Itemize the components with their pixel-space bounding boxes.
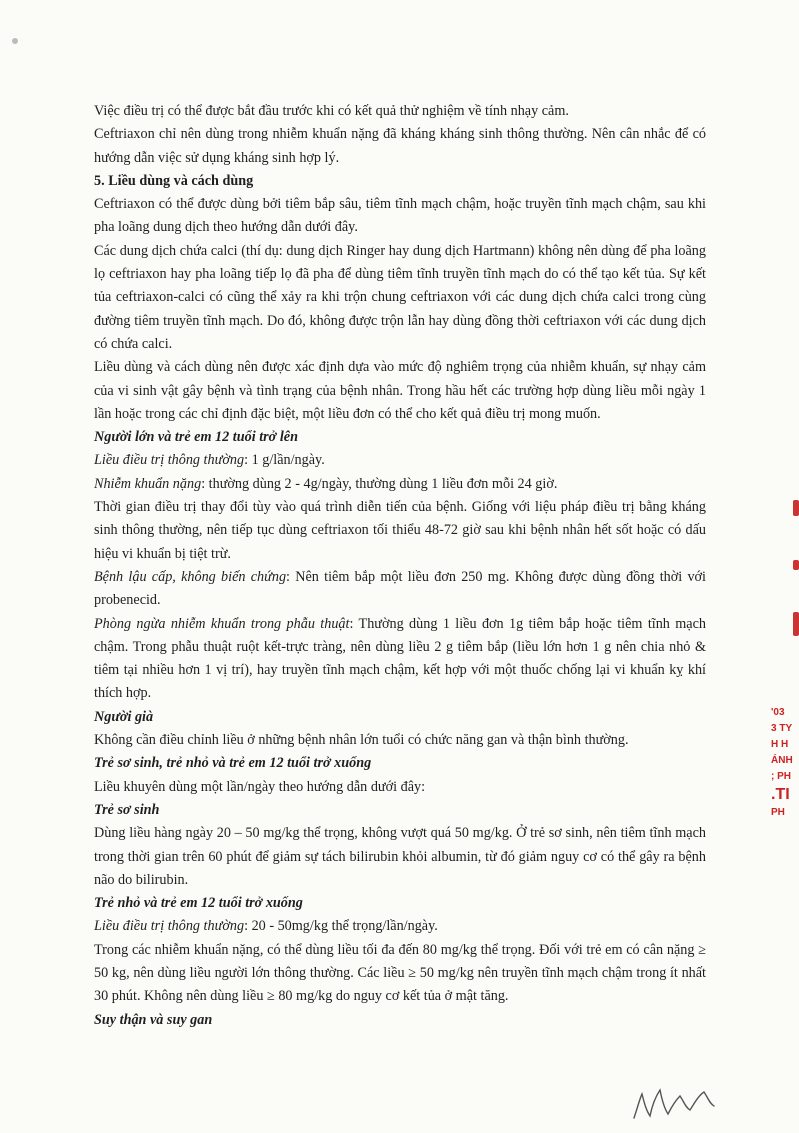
dose-line: [94, 613, 706, 706]
dose-text: : 20 - 50mg/kg thể trọng/lần/ngày.: [244, 918, 438, 935]
stamp-line: 3 TY: [771, 723, 793, 734]
document-body: [94, 100, 706, 1032]
paragraph: Liều khuyên dùng một lần/ngày theo hướng dẫn dưới đây:: [94, 778, 426, 795]
paragraph: Không cần điều chỉnh liều ở những bệnh nhân lớn tuổi có chức năng gan và thận bình thường.: [94, 732, 629, 749]
dose-label: Liều điều trị thông thường: [94, 452, 245, 469]
stamp-line: H H: [771, 739, 789, 750]
stamp-line: ÁNH: [771, 755, 793, 766]
dose-text: : 1 g/lần/ngày.: [244, 452, 325, 469]
subheading-children: Trẻ sơ sinh, trẻ nhỏ và trẻ em 12 tuổi trở xuống: [94, 755, 372, 772]
subheading-adult: Người lớn và trẻ em 12 tuổi trở lên: [94, 429, 298, 446]
handwritten-signature: [628, 1076, 728, 1126]
dose-label: Phòng ngừa nhiễm khuẩn trong phẫu thuật: [94, 615, 350, 632]
red-stamp-fragment: [771, 705, 799, 855]
stamp-edge-mark: [793, 612, 799, 636]
paragraph: Ceftriaxon chỉ nên dùng trong nhiễm khuẩn nặng đã kháng kháng sinh thông thường. Nên cân nhắc để có hướng dẫn việc sử dụng kháng sinh hợp lý.: [94, 126, 706, 166]
paragraph: Ceftriaxon có thể được dùng bởi tiêm bắp sâu, tiêm tĩnh mạch chậm, hoặc truyền tĩnh mạch chậm, sau khi pha loãng dung dịch theo hướng dẫn dưới đây.: [94, 196, 706, 236]
stamp-edge-mark: [793, 560, 799, 570]
dose-line: [94, 449, 706, 472]
scan-speck: [12, 38, 18, 44]
paragraph: Các dung dịch chứa calci (thí dụ: dung dịch Ringer hay dung dịch Hartmann) không nên dùng để pha loãng lọ ceftriaxon hay pha loãng tiếp lọ đã pha để dùng tiêm tĩnh truyền tĩnh mạch do có thể tạo kết tủa. Sự kết tủa ceftriaxon-calci có cũng thể xảy ra khi trộn chung ceftriaxon với các dung dịch chứa calci trong cùng đường tiêm truyền tĩnh mạch. Do đó, không được trộn lẫn hay dùng đồng thời ceftriaxon với các dung dịch có chứa calci.: [94, 242, 706, 352]
dose-line: [94, 473, 706, 496]
section-heading: 5. Liều dùng và cách dùng: [94, 172, 254, 189]
paragraph: Việc điều trị có thể được bắt đầu trước khi có kết quả thử nghiệm về tính nhạy cảm.: [94, 103, 569, 119]
paragraph: Dùng liều hàng ngày 20 – 50 mg/kg thể trọng, không vượt quá 50 mg/kg. Ở trẻ sơ sinh, nên tiêm tĩnh mạch trong thời gian trên 60 phút để giảm sự tách bilirubin khỏi albumin, từ đó giảm nguy cơ có thể gây ra bệnh não do bilirubin.: [94, 825, 706, 888]
dose-text: : thường dùng 2 - 4g/ngày, thường dùng 1 liều đơn mỗi 24 giờ.: [201, 475, 558, 492]
dose-text: : Thường dùng 1 liều đơn 1g tiêm bắp hoặc tiêm tĩnh mạch chậm. Trong phẫu thuật ruột kết-trực tràng, nên dùng liều 2 g tiêm bắp (liều lớn hơn 1 g nên chia nhỏ & tiêm tại nhiều hơn 1 vị trí), hay truyền tĩnh mạch chậm, kết hợp với một thuốc chống lại vi khuẩn kỵ khí thích hợp.: [94, 615, 706, 702]
dose-line: [94, 915, 706, 938]
subheading-infant: Trẻ nhỏ và trẻ em 12 tuổi trở xuống: [94, 895, 303, 912]
stamp-edge-mark: [793, 500, 799, 516]
paragraph: Liều dùng và cách dùng nên được xác định dựa vào mức độ nghiêm trọng của nhiễm khuẩn, sự nhạy cảm của vi sinh vật gây bệnh và tình trạng của bệnh nhân. Trong hầu hết các trường hợp dùng liều mỗi ngày 1 lần hoặc trong các chỉ định đặc biệt, một liều đơn có thể cho kết quả điều trị mong muốn.: [94, 359, 706, 422]
stamp-line: ; PH: [771, 771, 791, 782]
subheading-neonate: Trẻ sơ sinh: [94, 801, 160, 818]
dose-label: Nhiễm khuẩn nặng: [94, 475, 202, 492]
subheading-renal: Suy thận và suy gan: [94, 1011, 213, 1028]
paragraph: Trong các nhiễm khuẩn nặng, có thể dùng liều tối đa đến 80 mg/kg thể trọng. Đối với trẻ em có cân nặng ≥ 50 kg, nên dùng liều người lớn thông thường. Các liều ≥ 50 mg/kg nên truyền tĩnh mạch chậm trong ít nhất 30 phút. Không nên dùng liều ≥ 80 mg/kg do nguy cơ kết tủa ở mật tăng.: [94, 941, 706, 1005]
dose-label: Liều điều trị thông thường: [94, 918, 245, 935]
dose-label: Bệnh lậu cấp, không biến chứng: [94, 568, 287, 585]
stamp-line: '03: [771, 707, 785, 718]
dose-text: : Nên tiêm bắp một liều đơn 250 mg. Không được dùng đồng thời với probenecid.: [94, 568, 706, 609]
stamp-line: PH: [771, 807, 785, 818]
dose-line: [94, 566, 706, 613]
paragraph: Thời gian điều trị thay đổi tùy vào quá trình diễn tiến của bệnh. Giống với liệu pháp điều trị bằng kháng sinh thông thường, nên tiếp tục dùng ceftriaxon tối thiểu 48-72 giờ sau khi bệnh nhân hết sốt hoặc có dấu hiệu vi khuẩn bị tiệt trừ.: [94, 499, 706, 562]
subheading-elderly: Người già: [94, 708, 154, 725]
stamp-line: .TI: [771, 786, 790, 803]
